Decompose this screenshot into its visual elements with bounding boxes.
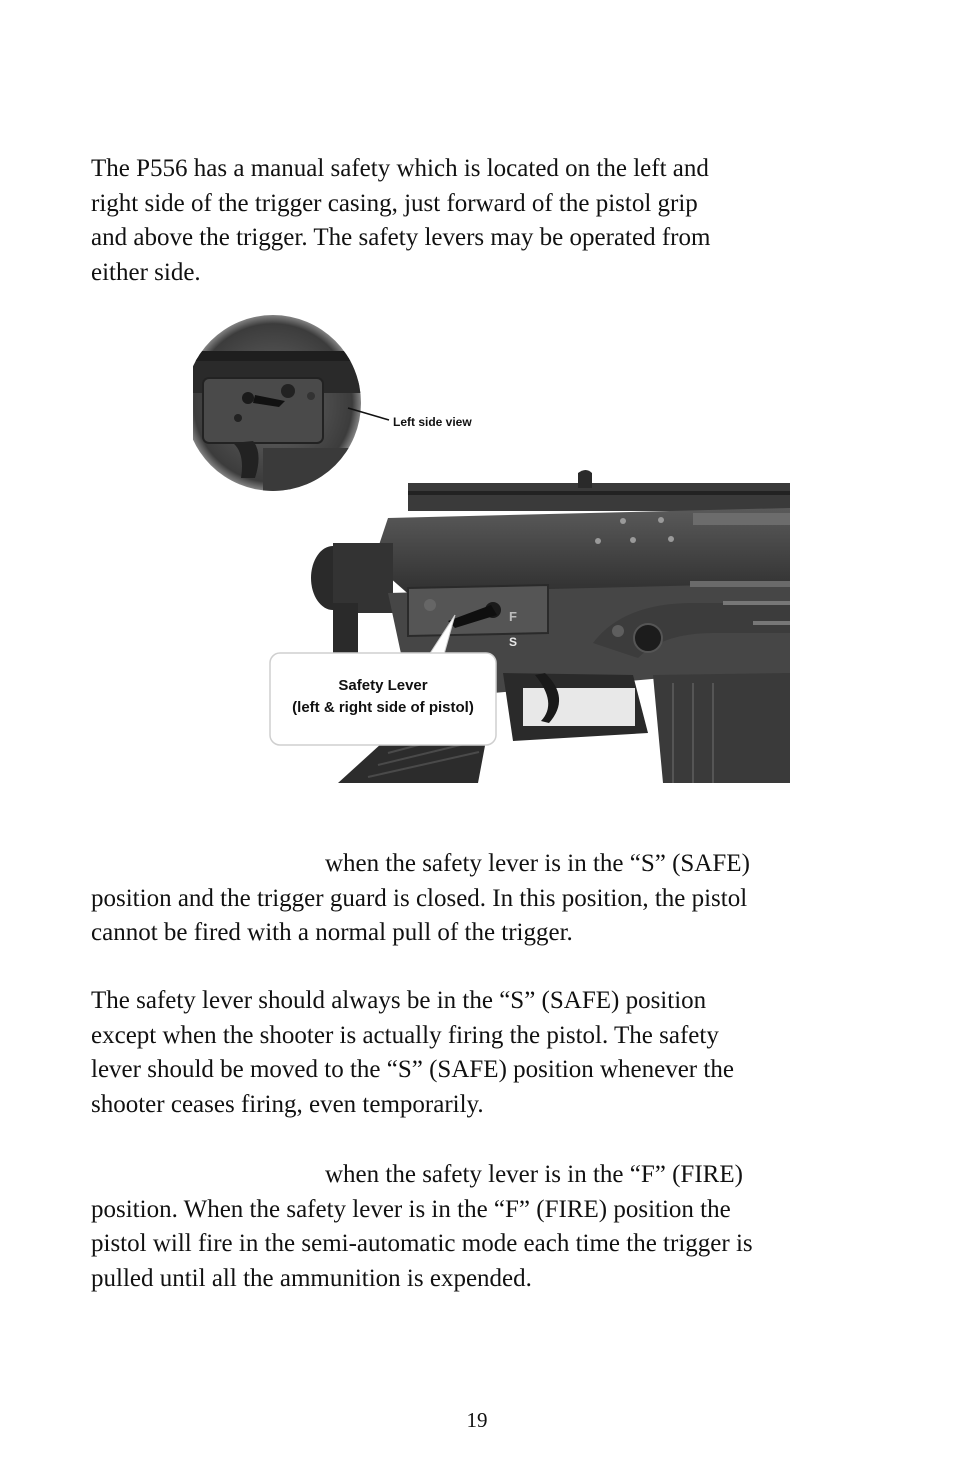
intro-paragraph (91, 152, 881, 290)
caution-paragraph (91, 984, 881, 1122)
inset-label: Left side view (393, 415, 472, 429)
safe-line: when the safety lever is in the “S” (SAFE) (325, 850, 750, 877)
callout-title: Safety Lever (338, 677, 428, 694)
page-number: 19 (466, 1408, 488, 1432)
fire-paragraph (91, 1158, 881, 1296)
safe-mark: S (509, 635, 518, 649)
callout-subtitle: (left & right side of pistol) (292, 699, 474, 716)
caution-line: lever should be moved to the “S” (SAFE) position whenever the (91, 1056, 734, 1083)
intro-line: and above the trigger. The safety levers may be operated from (91, 224, 711, 251)
safe-line: cannot be fired with a normal pull of the trigger. (91, 919, 573, 946)
intro-line: The P556 has a manual safety which is located on the left and (91, 155, 709, 182)
fire-line: position. When the safety lever is in the “F” (FIRE) position the (91, 1195, 731, 1223)
inset-left-side-view (193, 313, 373, 498)
caution-line: The safety lever should always be in the “S” (SAFE) position (91, 987, 707, 1014)
caution-line: shooter ceases firing, even temporarily. (91, 1090, 484, 1118)
intro-line: right side of the trigger casing, just forward of the pistol grip (91, 189, 698, 217)
fire-line: when the safety lever is in the “F” (FIRE) (325, 1161, 743, 1188)
caution-line: except when the shooter is actually firing the pistol. The safety (91, 1021, 719, 1049)
intro-line: either side. (91, 258, 201, 286)
fire-line: pistol will fire in the semi-automatic mode each time the trigger is (91, 1230, 753, 1257)
fire-line: pulled until all the ammunition is expended. (91, 1264, 532, 1292)
safe-paragraph (91, 847, 881, 951)
fire-mark: F (509, 609, 517, 624)
safety-lever-figure (193, 303, 790, 783)
safe-line: position and the trigger guard is closed. In this position, the pistol (91, 884, 748, 912)
